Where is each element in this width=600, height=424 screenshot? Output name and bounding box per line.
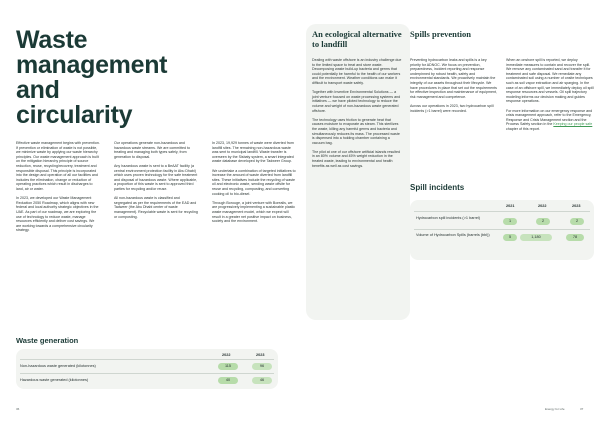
keeping-people-safe-link[interactable]: Keeping our people safe <box>553 122 593 127</box>
column-header-2023: 2023 <box>256 353 265 357</box>
table-cell-value: 78 <box>566 234 584 241</box>
paragraph: Any hazardous waste is sent to a BeAAT facility (a central environment protection facility in Abu Dhabi) which uses proven technology for the safe treatment and disposal of hazardous waste. Where applicable, a proportion of this waste is sent to approved third parties for recycling and/or reuse. <box>114 163 198 191</box>
paragraph-text: chapter of this report. <box>506 126 540 131</box>
table-cell-value: 2 <box>536 218 550 225</box>
paragraph <box>506 109 594 132</box>
paragraph: The pilot at one of our offshore artificial islands resulted in an 80% volume and 45% weight reduction in the treated waste, leading to environmental and health benefits as well as cost savings. <box>312 149 401 168</box>
spill-incidents-table <box>410 200 594 260</box>
spill-incidents-title: Spill incidents <box>410 183 465 192</box>
divider <box>20 373 274 374</box>
table-cell-value: 1,180 <box>520 234 552 241</box>
spills-column-2 <box>506 58 594 136</box>
paragraph: Together with Inventive Environmental Solutions — a joint venture focused on waste processing systems and initiatives — we have piloted technology to reduce the volume and weight of non-hazardous waste generated offshore. <box>312 90 401 113</box>
waste-generation-title: Waste generation <box>16 336 79 345</box>
case-study-body <box>312 58 402 173</box>
paragraph: Through Borouge, a joint venture with Borealis, we are progressively implementing a sustainable plastic waste management model, which we expect will result in a greater net positive impact on business, society and the environment. <box>212 200 296 224</box>
waste-generation-table <box>16 349 278 389</box>
divider <box>414 211 590 212</box>
paragraph: We undertake a combination of targeted initiatives to increase the amount of waste diverted from landfill sites. These initiatives include the recycling of waste oil and electronic waste, sending waste offsite for reuse and recycling, composting, and converting cooking oil to bio-diesel. <box>212 168 296 196</box>
paragraph: Our operations generate non-hazardous and hazardous waste streams. We are committed to treating and managing both types safely, from generation to disposal. <box>114 141 191 159</box>
paragraph: Preventing hydrocarbon leaks and spills is a key priority for ADNOC. We focus on prevention, preparedness, incident reporting and response underpinned by robust health, safety and environmental standards. We proactively maintain the integrity of our assets throughout their lifecycle. We have procedures in place that set out the requirements for effective inspection and maintenance of equipment, risk management and competence. <box>410 58 498 99</box>
paragraph: In 2023, we developed our Waste Management Reduction 2050 Roadmap, which aligns with new federal and local authority strategic objectives in the UAE. As part of our roadmap, we are exploring the use of technology to reduce waste, manage resources efficiently and deliver cost savings. We are working towards a comprehensive circularity strategy. <box>16 196 99 233</box>
spills-prevention-title: Spills prevention <box>410 29 472 39</box>
page-number-right: 37 <box>580 407 584 411</box>
page-title: Waste management and circularity <box>16 26 168 129</box>
column-header-2023: 2023 <box>572 204 581 208</box>
paragraph: The technology uses friction to generate heat that causes moisture to evaporate as steam. This sterilizes the waste, killing any harmful germs and bacteria and simultaneously reduces its mass. The processed waste is dispensed into a holding chamber containing a vacuum bag. <box>312 117 400 145</box>
body-column-1 <box>16 141 100 237</box>
paragraph: Effective waste management begins with prevention. If prevention or elimination of waste is not possible, we minimize waste by applying our waste hierarchy principles. Our waste management approach is built on the mitigation hierarchy principle of source reduction, reuse, recycling/recovery, treatment and responsible disposal. This principle is incorporated into the design and operation of all our facilities and includes the elimination, change or reduction of operating practices which result in discharges to land, air or water. <box>16 141 100 191</box>
paragraph: Dealing with waste offshore is an industry challenge due to the limited space to treat and store waste. Decomposing waste build-up bacteria and germs that could potentially be harmful to the health of our workers and the environment. Weather conditions can make it difficult to transport waste safely. <box>312 58 402 85</box>
table-cell-value: 40 <box>218 377 238 384</box>
paragraph: In 2023, 19,929 tonnes of waste were diverted from landfill sites. The remaining non-hazardous waste was sent to municipal landfill. Waste transfer is overseen by the Sisbaty system, a smart integrated waste database developed by the Tadweer Group. <box>212 141 294 164</box>
table-cell-value: 115 <box>218 363 238 370</box>
body-column-3 <box>212 141 296 228</box>
table-cell-value: 46 <box>252 377 272 384</box>
table-row-label: Volume of Hydrocarbon Spills (barrels (bbl)) <box>416 233 490 237</box>
paragraph: When an onshore spill is reported, we deploy immediate measures to contain and recover the spill. We remove any contaminated sand and transfer it for treatment and safe disposal. We remediate any contaminated soil using a number of onsite techniques such as soil vapor extraction and air sparging. In the case of an offshore spill, we immediately deploy oil spill response resources and vessels. Oil spill trajectory modeling informs our decision making and guides response operations. <box>506 58 594 104</box>
paragraph: Across our operations in 2023, two hydrocarbon spill incidents (>1 barrel) were recorded. <box>410 103 494 113</box>
divider <box>20 359 274 360</box>
table-cell-value: 5 <box>503 234 517 241</box>
column-header-2022: 2022 <box>538 204 547 208</box>
divider <box>414 229 590 230</box>
paragraph: All non-hazardous waste is classified and segregated as per the requirements of the EAD and Tadweer (the Abu Dhabi center of waste management). Recyclable waste is sent for recycling or composting. <box>114 196 198 219</box>
table-cell-value: 96 <box>252 363 272 370</box>
table-row-label: Hazardous waste generated (kilotonnes) <box>20 378 89 382</box>
table-cell-value: 1 <box>503 218 517 225</box>
body-column-2 <box>114 141 198 224</box>
case-study-title: An ecological alternative to landfill <box>312 29 402 49</box>
column-header-2021: 2021 <box>506 204 515 208</box>
column-header-2022: 2022 <box>222 353 231 357</box>
table-cell-value: 2 <box>570 218 584 225</box>
paragraph-text: For more information on our emergency response and crisis management approach, refer to the Emergency, Response and Crisis Management section and the Process Safety section in the <box>506 108 593 127</box>
page-number-left: 36 <box>16 407 20 411</box>
table-row-label: Non-hazardous waste generated (kilotonnes) <box>20 364 96 368</box>
spills-column-1 <box>410 58 498 118</box>
footer-title: Energy for Life <box>545 407 565 411</box>
table-row-label: Hydrocarbon spill incidents (>1 barrel) <box>416 216 481 220</box>
